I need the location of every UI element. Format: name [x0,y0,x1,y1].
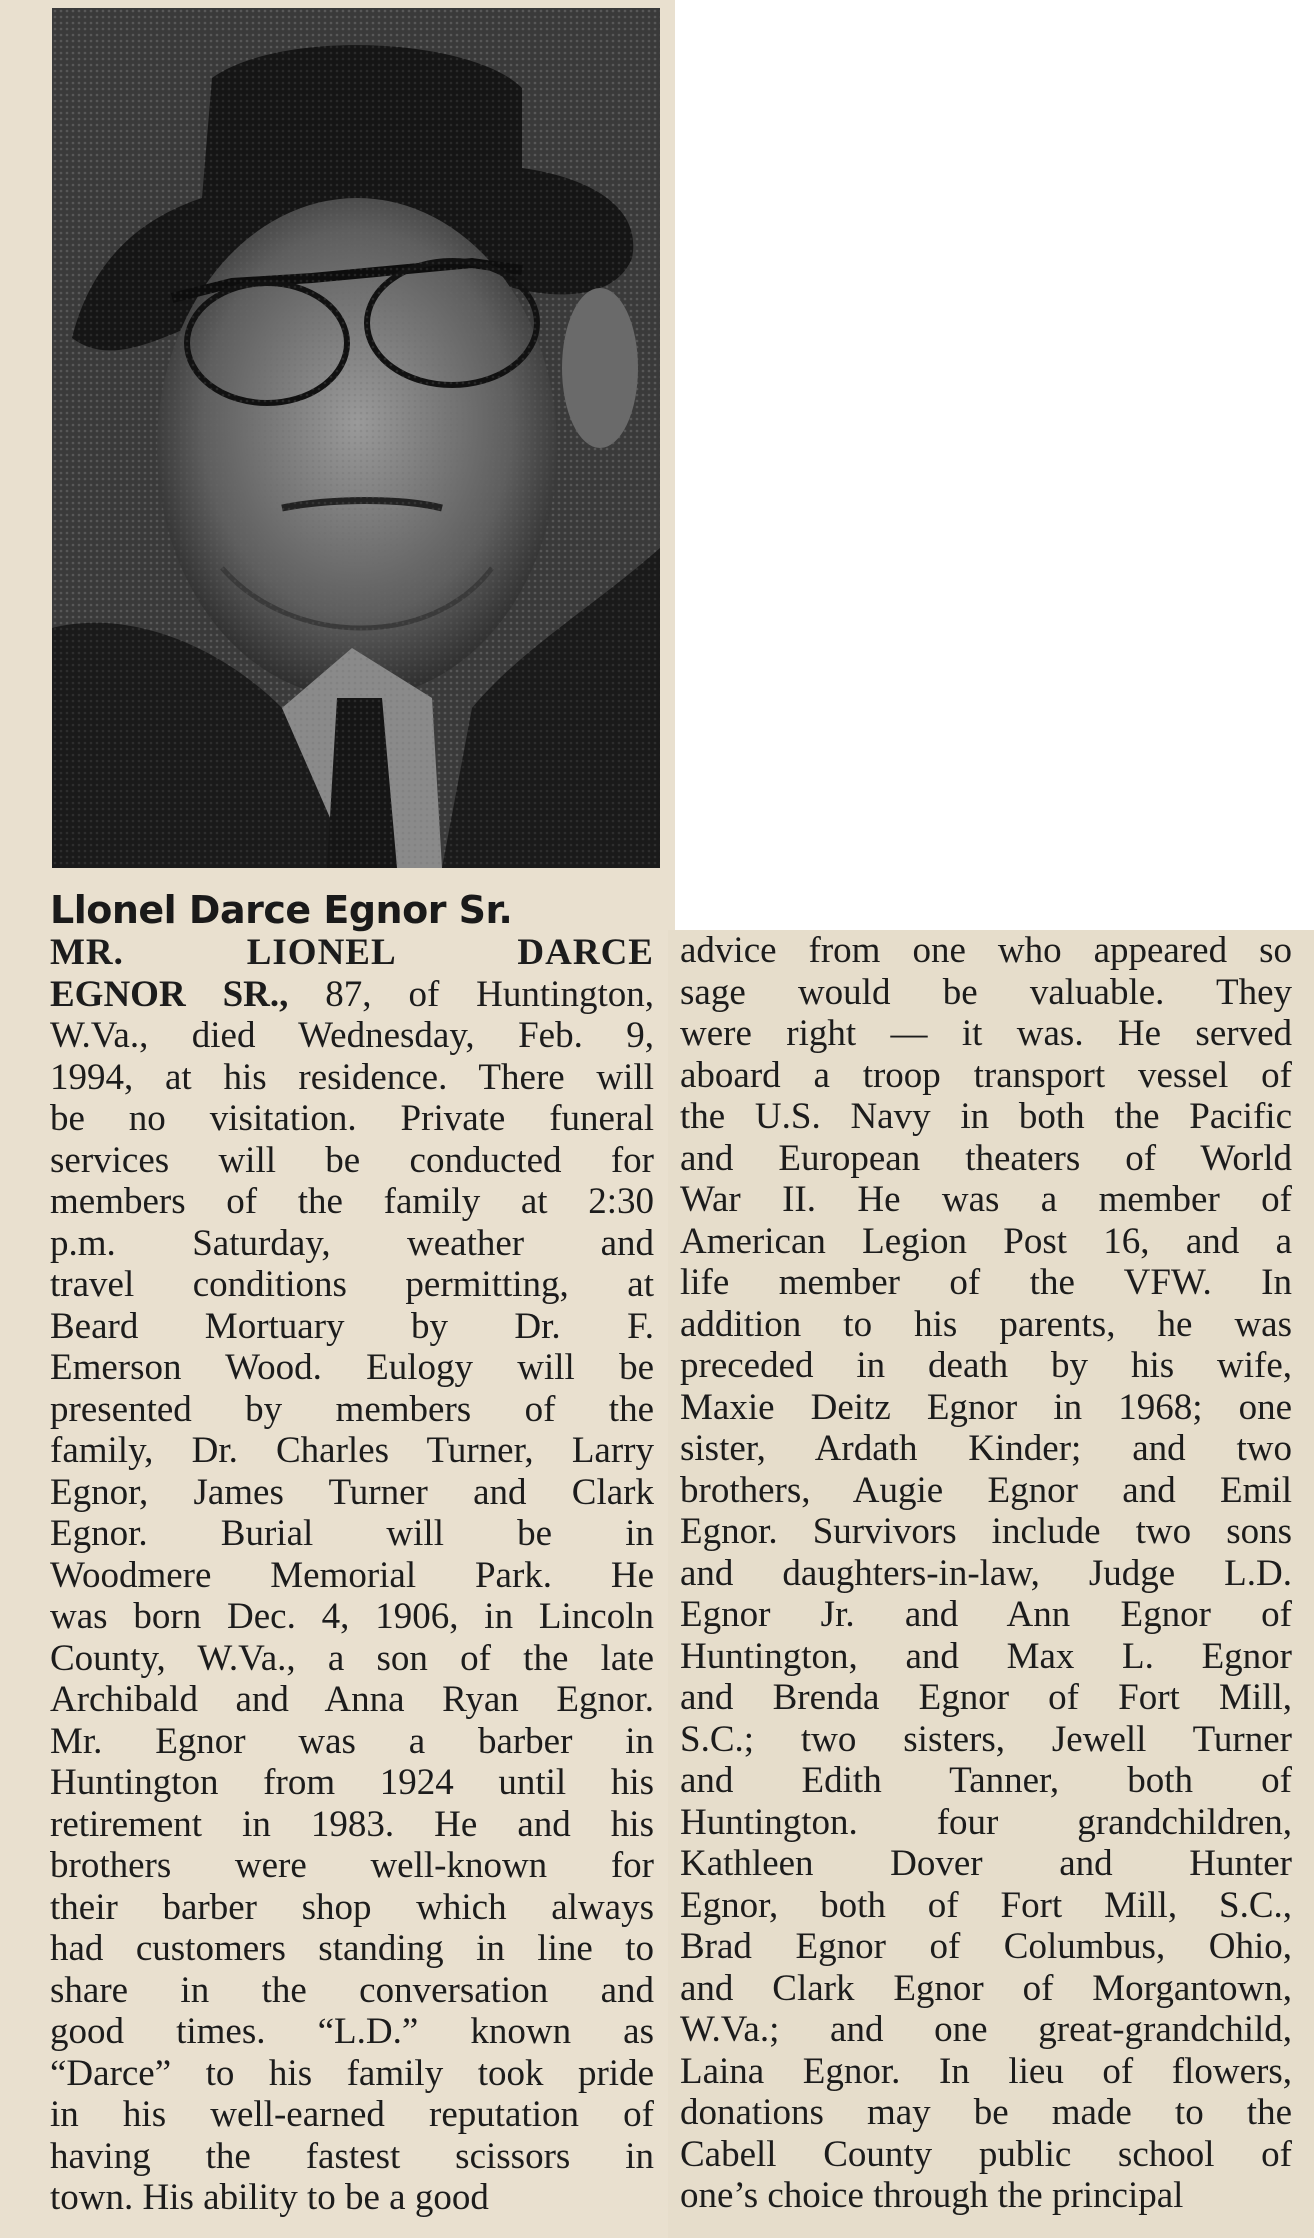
body-line: Huntington, and Max L. Egnor [680,1635,1292,1677]
body-line: in his well-earned reputation of [50,2094,654,2135]
body-line: Egnor. Survivors include two sons [680,1511,1292,1552]
lead-name-line: MR. LIONEL DARCE [50,932,654,973]
body-line: presented by members of the [50,1388,654,1430]
body-line: Brad Egnor of Columbus, Ohio, [680,1926,1292,1967]
body-line: Laina Egnor. In lieu of flowers, [680,2050,1292,2092]
body-line: Egnor, James Turner and Clark [50,1471,654,1513]
body-line: members of the family at 2:30 [50,1181,654,1222]
portrait-photo [52,8,660,868]
body-line: Kathleen Dover and Hunter [680,1843,1292,1884]
body-line: County, W.Va., a son of the late [50,1637,654,1679]
body-line: and Clark Egnor of Morgantown, [680,1967,1292,2009]
body-line: Egnor. Burial will be in [50,1513,654,1554]
body-line: American Legion Post 16, and a [680,1220,1292,1262]
body-line: Archibald and Anna Ryan Egnor. [50,1679,654,1720]
left-text-column [50,932,654,2219]
body-line: their barber shop which always [50,1886,654,1928]
body-line: share in the conversation and [50,1969,654,2011]
body-line: brothers, Augie Egnor and Emil [680,1469,1292,1511]
body-line: good times. “L.D.” known as [50,2011,654,2052]
body-line: addition to his parents, he was [680,1303,1292,1345]
body-line: W.Va., died Wednesday, Feb. 9, [50,1015,654,1056]
body-line: Beard Mortuary by Dr. F. [50,1305,654,1347]
body-line-text: 87, of Huntington, [288,973,654,1015]
body-line: having the fastest scissors in [50,2135,654,2177]
body-line: advice from one who appeared so [680,930,1292,971]
body-line: Huntington from 1924 until his [50,1762,654,1803]
body-line: sage would be valuable. They [680,971,1292,1013]
body-line: and Brenda Egnor of Fort Mill, [680,1677,1292,1718]
body-line [50,974,654,1016]
body-line: and daughters-in-law, Judge L.D. [680,1552,1292,1594]
body-line: Huntington. four grandchildren, [680,1801,1292,1843]
body-line: p.m. Saturday, weather and [50,1222,654,1264]
body-line: Cabell County public school of [680,2133,1292,2175]
portrait-image [52,8,660,868]
body-line: brothers were well-known for [50,1845,654,1886]
body-line: War II. He was a member of [680,1179,1292,1220]
obituary-headline: Llonel Darce Egnor Sr. [50,888,513,932]
body-line: Egnor Jr. and Ann Egnor of [680,1594,1292,1635]
body-line: had customers standing in line to [50,1928,654,1969]
body-line: 1994, at his residence. There will [50,1056,654,1098]
body-line: “Darce” to his family took pride [50,2052,654,2094]
body-line: Egnor, both of Fort Mill, S.C., [680,1884,1292,1926]
body-line: be no visitation. Private funeral [50,1098,654,1139]
body-line: preceded in death by his wife, [680,1345,1292,1386]
right-text-column [680,930,1292,2217]
body-line: one’s choice through the principal [680,2175,1184,2216]
body-line: Maxie Deitz Egnor in 1968; one [680,1386,1292,1428]
body-line: S.C.; two sisters, Jewell Turner [680,1718,1292,1760]
body-line: travel conditions permitting, at [50,1264,654,1305]
body-line: Woodmere Memorial Park. He [50,1554,654,1596]
body-line: town. His ability to be a good [50,2177,489,2218]
body-line: W.Va.; and one great-grandchild, [680,2009,1292,2050]
lead-name-bold: EGNOR SR., [50,973,289,1015]
body-line: aboard a troop transport vessel of [680,1054,1292,1096]
body-line: Emerson Wood. Eulogy will be [50,1347,654,1388]
body-line: and European theaters of World [680,1137,1292,1179]
body-line: was born Dec. 4, 1906, in Lincoln [50,1596,654,1637]
body-line: were right — it was. He served [680,1013,1292,1054]
body-line: family, Dr. Charles Turner, Larry [50,1430,654,1471]
body-line: life member of the VFW. In [680,1262,1292,1303]
body-line: services will be conducted for [50,1139,654,1181]
body-line: donations may be made to the [680,2092,1292,2133]
body-line: Mr. Egnor was a barber in [50,1720,654,1762]
body-line: sister, Ardath Kinder; and two [680,1428,1292,1469]
body-line: and Edith Tanner, both of [680,1760,1292,1801]
body-line: retirement in 1983. He and his [50,1803,654,1845]
body-line: the U.S. Navy in both the Pacific [680,1096,1292,1137]
